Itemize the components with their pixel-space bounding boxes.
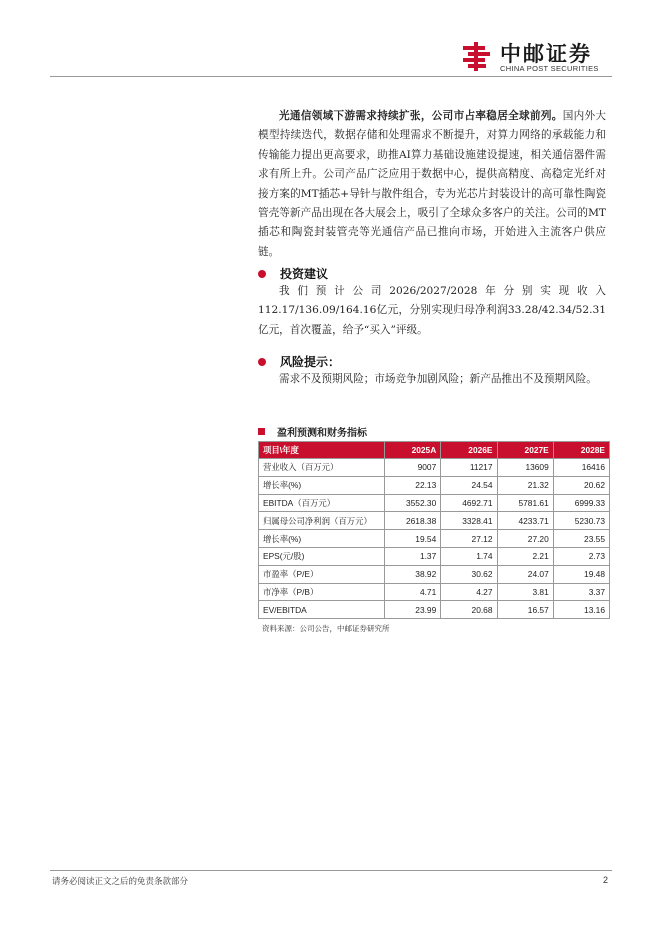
row-label-cell: 市净率（P/B） (259, 583, 385, 601)
table-row (259, 494, 610, 512)
risk-heading: 风险提示： (280, 355, 341, 369)
value-cell: 3328.41 (441, 512, 497, 530)
row-label-cell: 归属母公司净利润（百万元） (259, 512, 385, 530)
value-cell: 16416 (553, 459, 609, 477)
value-cell: 38.92 (385, 565, 441, 583)
row-label-cell: EV/EBITDA (259, 601, 385, 619)
value-cell: 1.37 (385, 547, 441, 565)
value-cell: 6999.33 (553, 494, 609, 512)
table-row (259, 459, 610, 477)
column-header: 2026E (441, 442, 497, 459)
intro-lead: 光通信领域下游需求持续扩张，公司市占率稳居全球前列。 (279, 110, 563, 122)
table-row (259, 512, 610, 530)
value-cell: 4.71 (385, 583, 441, 601)
row-label-cell: 营业收入（百万元） (259, 459, 385, 477)
value-cell: 2618.38 (385, 512, 441, 530)
intro-text: 国内外大模型持续迭代，数据存储和处理需求不断提升，对算力网络的承载能力和传输能力提出更高要求，助推AI算力基础设施建设提速，相关通信器件需求有所上升。公司产品广泛应用于数据中心，提供高精度、高稳定光纤对接方案的MT插芯+导针与散件组合，专为光芯片封装设计的高可靠性陶瓷管壳等新产品出现在各大展会上，吸引了全球众多客户的关注。公司的MT插芯和陶瓷封装管壳等光通信产品已推向市场，开始进入主流客户供应链。 (258, 110, 607, 258)
value-cell: 23.55 (553, 530, 609, 548)
value-cell: 2.21 (497, 547, 553, 565)
row-label-cell: EBITDA（百万元） (259, 494, 385, 512)
column-header: 2028E (553, 442, 609, 459)
value-cell: 4233.71 (497, 512, 553, 530)
value-cell: 9007 (385, 459, 441, 477)
intro-paragraph (258, 107, 606, 262)
investment-heading: 投资建议 (280, 267, 329, 281)
value-cell: 22.13 (385, 476, 441, 494)
value-cell: 24.07 (497, 565, 553, 583)
row-label-cell: 增长率(%) (259, 476, 385, 494)
value-cell: 30.62 (441, 565, 497, 583)
value-cell: 4.27 (441, 583, 497, 601)
row-label-cell: 市盈率（P/E） (259, 565, 385, 583)
value-cell: 11217 (441, 459, 497, 477)
table-source: 资料来源：公司公告，中邮证券研究所 (262, 624, 390, 633)
table-header-row (259, 442, 610, 459)
row-label-cell: 增长率(%) (259, 530, 385, 548)
investment-text: 我们预计公司2026/2027/2028年分别实现收入112.17/136.09/164.16亿元，分别实现归母净利润33.28/42.34/52.31亿元，首次覆盖，给予“买入”评级。 (258, 285, 606, 336)
table-title: 盈利预测和财务指标 (258, 424, 367, 439)
investment-section (258, 282, 606, 340)
value-cell: 3.37 (553, 583, 609, 601)
footer-divider (50, 870, 612, 871)
value-cell: 16.57 (497, 601, 553, 619)
table-row (259, 601, 610, 619)
value-cell: 13609 (497, 459, 553, 477)
value-cell: 1.74 (441, 547, 497, 565)
value-cell: 3552.30 (385, 494, 441, 512)
header-divider (50, 76, 612, 77)
column-header: 2025A (385, 442, 441, 459)
value-cell: 27.20 (497, 530, 553, 548)
risk-text: 需求不及预期风险；市场竞争加剧风险；新产品推出不及预期风险。 (279, 373, 597, 385)
company-logo (460, 40, 610, 76)
table-row (259, 530, 610, 548)
table-row (259, 547, 610, 565)
logo-english-name: CHINA POST SECURITIES (500, 64, 599, 73)
value-cell: 13.16 (553, 601, 609, 619)
value-cell: 27.12 (441, 530, 497, 548)
column-header: 2027E (497, 442, 553, 459)
square-bullet-icon (258, 428, 265, 435)
table-row (259, 583, 610, 601)
value-cell: 24.54 (441, 476, 497, 494)
disclaimer-note: 请务必阅读正文之后的免责条款部分 (52, 877, 189, 887)
table-row (259, 565, 610, 583)
row-label-cell: EPS(元/股) (259, 547, 385, 565)
value-cell: 23.99 (385, 601, 441, 619)
value-cell: 5781.61 (497, 494, 553, 512)
value-cell: 21.32 (497, 476, 553, 494)
page-number: 2 (602, 875, 608, 885)
column-header: 项目\年度 (259, 442, 385, 459)
risk-section (258, 370, 606, 389)
financial-forecast-table (258, 441, 610, 619)
table-row (259, 476, 610, 494)
logo-chinese-name: 中邮证券 (500, 42, 592, 66)
value-cell: 2.73 (553, 547, 609, 565)
value-cell: 19.48 (553, 565, 609, 583)
value-cell: 20.68 (441, 601, 497, 619)
china-post-logo-icon (460, 40, 494, 72)
value-cell: 3.81 (497, 583, 553, 601)
value-cell: 5230.73 (553, 512, 609, 530)
value-cell: 19.54 (385, 530, 441, 548)
intro-section (258, 107, 606, 262)
value-cell: 4692.71 (441, 494, 497, 512)
value-cell: 20.62 (553, 476, 609, 494)
